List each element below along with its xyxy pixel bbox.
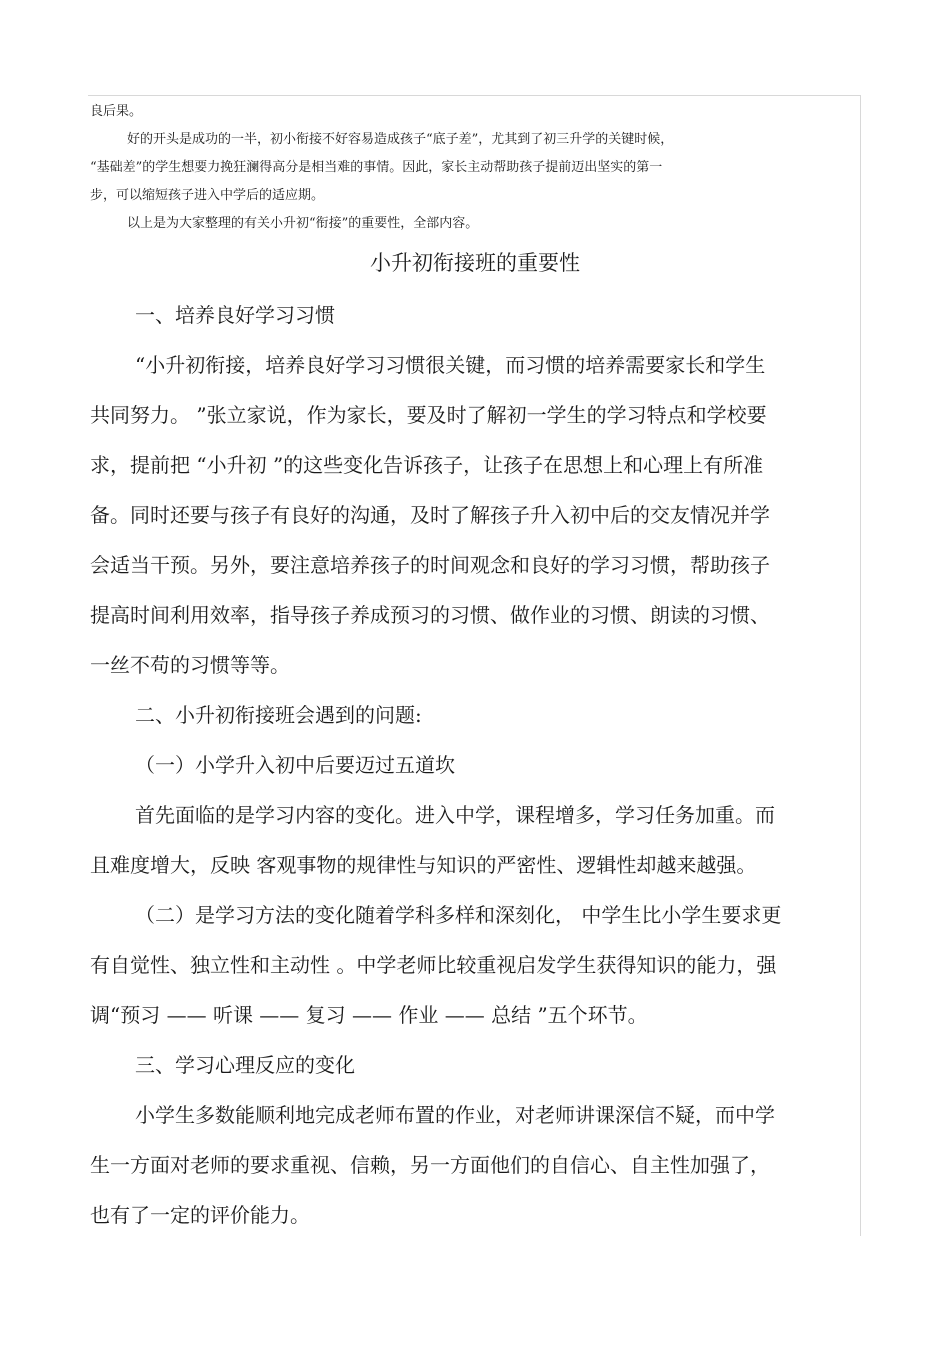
intro-line-3: “基础差”的学生想要力挽狂澜得高分是相当难的事情。因此，家长主动帮助孩子提前迈出坚实的第一 [90,160,663,175]
page-title: 小升初衔接班的重要性 [370,251,580,275]
intro-line-5: 以上是为大家整理的有关小升初“衔接”的重要性，全部内容。 [127,216,479,231]
paragraph-line: 提高时间利用效率，指导孩子养成预习的习惯、做作业的习惯、朗读的习惯、 [90,603,770,627]
intro-line-4: 步，可以缩短孩子进入中学后的适应期。 [90,188,325,203]
section-heading-3: 三、学习心理反应的变化 [135,1053,355,1077]
paragraph-line: 一丝不苟的习惯等等。 [90,653,290,677]
paragraph-line: 求，提前把 “小升初 ”的这些变化告诉孩子，让孩子在思想上和心理上有所准 [90,453,764,477]
paragraph-line: “小升初衔接，培养良好学习习惯很关键，而习惯的培养需要家长和学生 [135,353,766,377]
paragraph-line: 也有了一定的评价能力。 [90,1203,310,1227]
section-heading-2: 二、小升初衔接班会遇到的问题: [135,703,422,727]
section-heading-1: 一、培养良好学习习惯 [135,303,335,327]
paragraph-line: 备。同时还要与孩子有良好的沟通，及时了解孩子升入初中后的交友情况并学 [90,503,770,527]
paragraph-line: 共同努力。 ”张立家说，作为家长，要及时了解初一学生的学习特点和学校要 [90,403,767,427]
paragraph-line: 会适当干预。另外，要注意培养孩子的时间观念和良好的学习习惯，帮助孩子 [90,553,770,577]
intro-line-2: 好的开头是成功的一半，初小衔接不好容易造成孩子“底子差”，尤其到了初三升学的关键时候， [127,132,674,147]
paragraph-line: 首先面临的是学习内容的变化。进入中学，课程增多，学习任务加重。而 [135,803,775,827]
paragraph-line: （二）是学习方法的变化随着学科多样和深刻化， 中学生比小学生要求更 [135,903,782,927]
paragraph-line: 调“预习 —— 听课 —— 复习 —— 作业 —— 总结 ”五个环节。 [90,1003,648,1027]
subsection-heading: （一）小学升入初中后要迈过五道坎 [135,753,455,777]
intro-line-1: 良后果。 [90,104,143,119]
paragraph-line: 有自觉性、独立性和主动性 。中学老师比较重视启发学生获得知识的能力，强 [90,953,777,977]
paragraph-line: 且难度增大，反映 客观事物的规律性与知识的严密性、逻辑性却越来越强。 [90,853,757,877]
paragraph-line: 生一方面对老师的要求重视、信赖，另一方面他们的自信心、自主性加强了， [90,1153,770,1177]
paragraph-line: 小学生多数能顺利地完成老师布置的作业，对老师讲课深信不疑，而中学 [135,1103,775,1127]
